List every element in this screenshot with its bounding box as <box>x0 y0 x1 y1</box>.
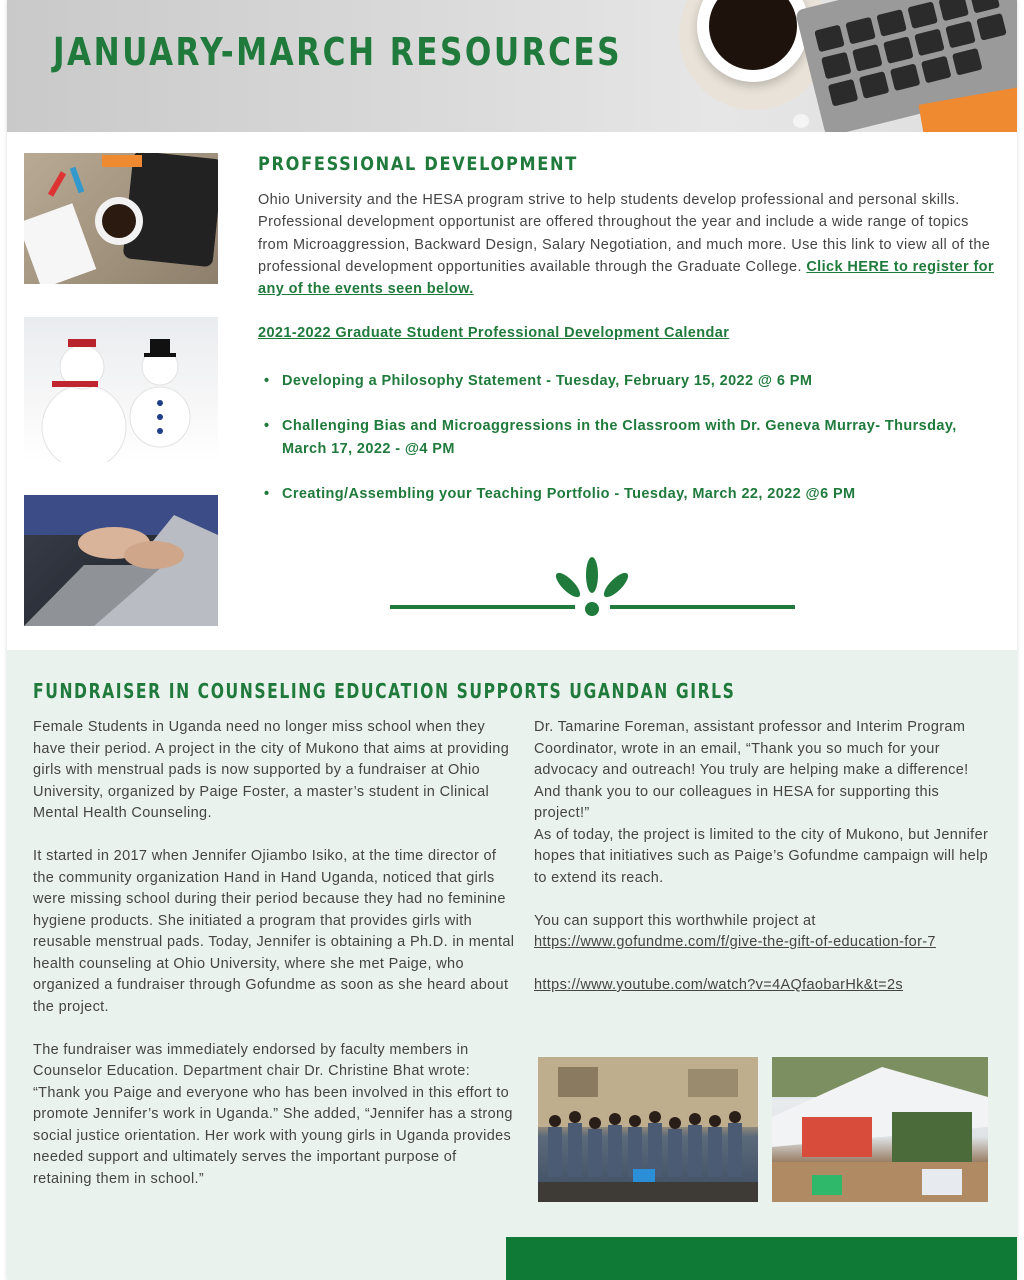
fundraiser-title: FUNDRAISER IN COUNSELING EDUCATION SUPPORTS UGANDAN GIRLS <box>33 679 736 703</box>
events-list <box>262 370 992 528</box>
professional-development-text: Ohio University and the HESA program strive to help students develop professional and personal skills. Professional development opportunist are offered throughout the year and include a wide range of topics from Microaggression, Backward Design, Salary Negotiation, and much more. Use this link to view all of the professional development opportunities available through the Graduate College. <box>258 192 991 275</box>
desk-photo <box>24 153 218 284</box>
tent-event-photo <box>772 1057 988 1202</box>
event-item: • Creating/Assembling your Teaching Portfolio - Tuesday, March 22, 2022 @6 PM <box>262 483 992 506</box>
gofundme-link[interactable]: https://www.gofundme.com/f/give-the-gift-of-education-for-7 <box>534 934 936 950</box>
earbud <box>793 114 809 128</box>
footer-bar <box>506 1237 1017 1280</box>
page-title: JANUARY-MARCH RESOURCES <box>53 30 623 74</box>
event-item: • Challenging Bias and Microaggressions in the Classroom with Dr. Geneva Murray- Thursday, March 17, 2022 - @4 PM <box>262 415 992 461</box>
snowmen-photo <box>24 317 218 462</box>
professional-development-title: PROFESSIONAL DEVELOPMENT <box>258 153 578 175</box>
fundraiser-paragraph: It started in 2017 when Jennifer Ojiambo Isiko, at the time director of the community organization Hand in Hand Uganda, noticed that girls were missing school during their period because they had no feminine hygiene products. She initiated a program that provides girls with reusable menstrual pads. Today, Jennifer is obtaining a Ph.D. in mental health counseling at Ohio University, where she met Paige, who organized a fundraiser through Gofundme as soon as she heard about the project. <box>33 848 515 1015</box>
professional-development-body <box>258 189 998 300</box>
laptop-photo <box>24 495 218 626</box>
youtube-link[interactable]: https://www.youtube.com/watch?v=4AQfaobarHk&t=2s <box>534 977 904 993</box>
calendar-link[interactable]: 2021-2022 Graduate Student Professional Development Calendar <box>258 325 730 341</box>
register-link[interactable]: Click HERE to register for any of the events seen below. <box>258 258 994 298</box>
classroom-photo <box>538 1057 758 1202</box>
foreman-quote: Dr. Tamarine Foreman, assistant professor and Interim Program Coordinator, wrote in an email, “Thank you so much for your advocacy and outreach! You truly are helping make a difference! And thank you to our colleagues in HESA for supporting this project!” <box>534 719 969 821</box>
fundraiser-paragraph: Female Students in Uganda need no longer miss school when they have their period. A project in the city of Mukono that aims at providing girls with menstrual pads is now supported by a fundraiser at Ohio University, organized by Paige Foster, a master’s student in Clinical Mental Health Counseling. <box>33 719 510 821</box>
support-text: You can support this worthwhile project at <box>534 912 816 929</box>
fundraiser-paragraph: The fundraiser was immediately endorsed by faculty members in Counselor Education. Department chair Dr. Christine Bhat wrote: “Thank you Paige and everyone who has been involved in this effort to promote Jennifer’s work in Uganda.” She added, “Jennifer has a strong social justice orientation. Her work with young girls in Uganda provides needed support and ultimately serves the important purpose of retaining them in school.” <box>33 1041 513 1187</box>
header-banner <box>7 0 1017 132</box>
event-item: • Developing a Philosophy Statement - Tuesday, February 15, 2022 @ 6 PM <box>262 370 992 393</box>
divider-sprout-icon <box>390 553 795 623</box>
reach-paragraph: As of today, the project is limited to the city of Mukono, but Jennifer hopes that initiatives such as Paige’s Gofundme campaign will help to extend its reach. <box>534 826 989 886</box>
fundraiser-left-column <box>33 717 515 1212</box>
fundraiser-right-column <box>534 717 989 1018</box>
